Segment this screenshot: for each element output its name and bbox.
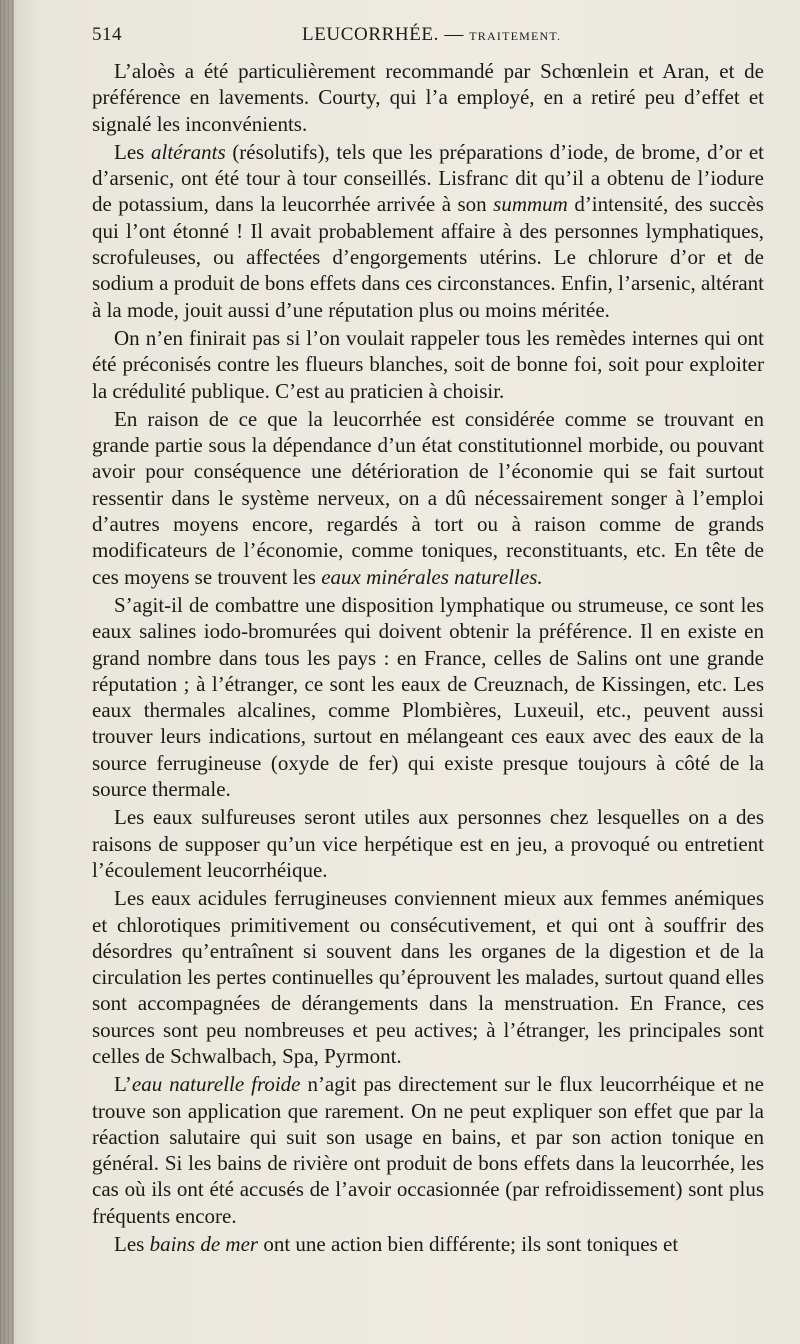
text-run: On n’en finirait pas si l’on voulait rappeler tous les remèdes internes qui ont été préconisés contre les flueurs blanches, soit de bonne foi, soit pour exploiter la crédulité publique. C’est au praticien à choisir. [92,325,764,403]
paragraph [92,406,764,590]
section-title: TRAITEMENT. [469,29,562,43]
chapter-title: LEUCORRHÉE. [302,24,439,45]
text-run: S’agit-il de combattre une disposition lymphatique ou strumeuse, ce sont les eaux salines iodo-bromurées qui doivent obtenir la préférence. Il en existe en grand nombre dans tous les pays : en France, celles de Salins ont une grande réputation ; à l’étranger, ce sont les eaux de Creuznach, de Kissingen, etc. Les eaux thermales alcalines, comme Plombières, Luxeuil, etc., peuvent aussi trouver leurs indications, surtout en mélangeant ces eaux avec des eaux de la source ferrugineuse (oxyde de fer) qui existe presque toujours à côté de la source thermale. [92,592,764,802]
running-title [302,24,561,46]
running-header [92,20,764,50]
paragraph [92,592,764,802]
paragraph [92,1231,764,1257]
title-dash: — [438,24,470,45]
body-text [92,58,764,1257]
paragraph [92,804,764,883]
text-run: Les eaux sulfureuses seront utiles aux personnes chez lesquelles on a des raisons de supposer qu’un vice herpétique est en jeu, a provoqué ou entretient l’écoulement leucorrhéique. [92,805,764,882]
text-run: En raison de ce que la leucorrhée est considérée comme se trouvant en grande partie sous la dépendance d’un état constitutionnel morbide, ou pouvant avoir pour conséquence une détérioration de l’économie qui se fait surtout ressentir dans le système nerveux, on a dû nécessairement songer à l’emploi d’autres moyens encore, regardés à tort ou à raison comme de grands modificateurs de l’économie, comme toniques, reconstituants, etc. En tête de ces moyens se trouvent les [92,406,764,589]
text-run: L’aloès a été particulièrement recommandé par Schœnlein et Aran, et de préférence en lavements. Courty, qui l’a employé, en a retiré peu d’effet et signalé les inconvénients. [92,59,764,136]
italic-term: bains de mer [149,1232,259,1257]
book-spine-shadow [0,0,14,1344]
page-number: 514 [92,24,122,45]
paragraph [92,139,764,323]
text-run: (résolutifs), tels que les préparations d’iode, de brome, d’or et d’arsenic, ont été tour à tour conseillés. Lisfranc dit qu’il a obtenu de l’iodure de potassium, dans la leucorrhée arrivée à son [92,139,764,217]
paragraph [92,1071,764,1229]
text-run: n’agit pas directement sur le flux leucorrhéique et ne trouve son application que rarement. On ne peut expliquer son effet que par la réaction salutaire qui suit son usage en bains, et par son action tonique en général. Si les bains de rivière ont produit de bons effets dans la leucorrhée, les cas où ils ont été accusés de l’avoir occasionnée (par refroidissement) sont plus fréquents encore. [92,1072,765,1228]
text-run: L’ [114,1072,132,1097]
text-run: d’intensité, des succès qui l’ont étonné ! Il avait probablement affaire à des personnes lymphatiques, scrofuleuses, ou affectées d’engorgements utérins. Le chlorure d’or et de sodium a produit de bons effets dans ces circonstances. Enfin, l’arsenic, altérant à la mode, jouit aussi d’une réputation plus ou moins méritée. [92,192,764,322]
italic-term: eau naturelle froide [131,1072,301,1097]
italic-term: altérants [150,139,226,164]
text-run: Les [114,139,151,164]
paragraph [92,885,764,1069]
text-run: Les eaux acidules ferrugineuses conviennent mieux aux femmes anémiques et chlorotiques primitivement ou consécutivement, et qui ont à souffrir des désordres qu’entraînent si souvent dans les organes de la digestion et de la circulation les pertes continuelles qu’éprouvent les malades, surtout quand elles sont accompagnées de dérangements dans la menstruation. En France, ces sources sont peu nombreuses et peu actives; à l’étranger, les principales sont celles de Schwalbach, Spa, Pyrmont. [92,886,764,1068]
text-run: ont une action bien différente; ils sont toniques et [258,1232,679,1257]
paragraph [92,325,764,404]
italic-term: eaux minérales naturelles. [321,564,543,589]
italic-term: summum [493,192,568,217]
paragraph [92,58,764,137]
text-run: Les [114,1232,150,1257]
